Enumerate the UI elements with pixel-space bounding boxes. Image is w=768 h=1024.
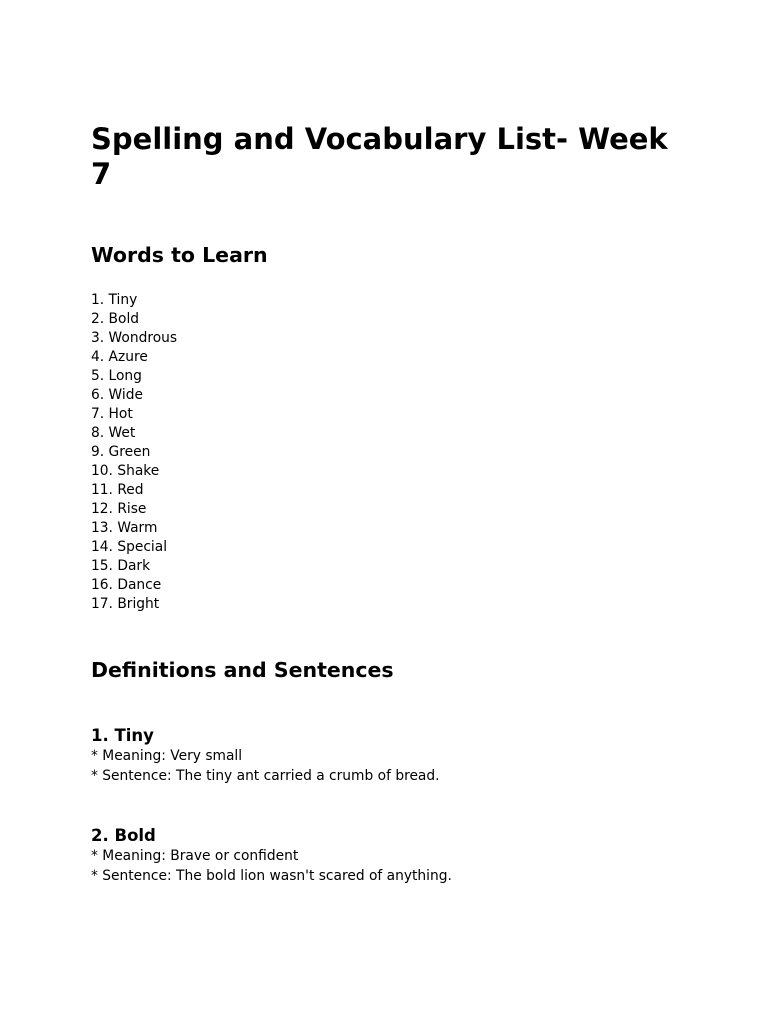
definition-meaning: * Meaning: Brave or confident — [91, 848, 299, 864]
definition-sentence: * Sentence: The bold lion wasn't scared of anything. — [91, 867, 452, 884]
list-item: 17. Bright — [91, 596, 160, 612]
list-item: 3. Wondrous — [91, 330, 178, 346]
definition-heading: 1. Tiny — [91, 726, 154, 745]
definition-sentence: * Sentence: The tiny ant carried a crumb of bread. — [91, 767, 440, 784]
list-item: 12. Rise — [91, 501, 147, 517]
list-item: 5. Long — [91, 368, 142, 384]
list-item: 11. Red — [91, 482, 144, 498]
list-item: 10. Shake — [91, 463, 160, 479]
list-item: 15. Dark — [91, 558, 151, 574]
definition-meaning: * Meaning: Very small — [91, 748, 243, 764]
list-item: 13. Warm — [91, 520, 158, 536]
list-item: 16. Dance — [91, 577, 162, 593]
list-item: 1. Tiny — [91, 292, 138, 308]
words-to-learn-heading: Words to Learn — [91, 243, 268, 267]
definition-tiny — [91, 725, 440, 786]
definitions-heading: Definitions and Sentences — [91, 658, 394, 682]
word-list — [91, 291, 177, 614]
definition-bold — [91, 825, 452, 886]
list-item: 14. Special — [91, 539, 168, 555]
list-item: 2. Bold — [91, 311, 140, 327]
list-item: 7. Hot — [91, 406, 133, 422]
document-title: Spelling and Vocabulary List- Week 7 — [91, 122, 668, 191]
list-item: 8. Wet — [91, 425, 136, 441]
list-item: 9. Green — [91, 444, 151, 460]
list-item: 6. Wide — [91, 387, 143, 403]
list-item: 4. Azure — [91, 349, 148, 365]
definition-heading: 2. Bold — [91, 826, 156, 845]
